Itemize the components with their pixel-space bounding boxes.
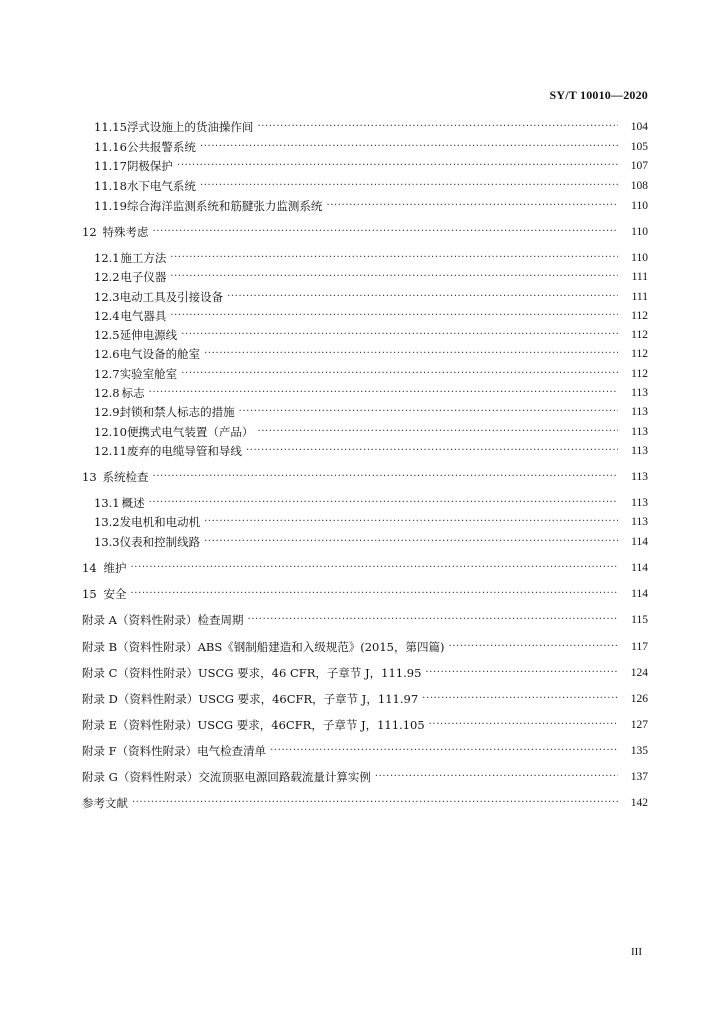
toc-entry-title: 便携式电气装置（产品） (126, 425, 254, 439)
toc-entry-number: 11.17 (94, 159, 127, 173)
toc-entry[interactable] (0, 533, 724, 551)
toc-entry-title: 公共报警系统 (126, 140, 196, 154)
toc-entry-page: 113 (631, 516, 648, 528)
dot-leader (170, 307, 618, 325)
toc-entry-number: 11.16 (94, 140, 127, 154)
toc-chapter-entry[interactable] (0, 468, 724, 486)
toc-entry-page: 111 (631, 291, 648, 303)
toc-entry-number: 12.8 (94, 386, 120, 400)
toc-entry-number: 11.15 (94, 120, 127, 134)
page-number: III (631, 946, 642, 958)
dot-leader (177, 157, 618, 175)
toc-entry[interactable] (0, 365, 724, 383)
toc-entry-title: 延伸电源线 (119, 328, 178, 342)
toc-entry-title: 附录 C（资料性附录）USCG 要求，46 CFR，子章节 J，111.95 (82, 666, 422, 680)
toc-entry-page: 124 (630, 667, 648, 679)
dot-leader (204, 513, 618, 531)
toc-entry-number: 12.2 (94, 270, 120, 284)
toc-entry-page: 108 (630, 180, 648, 192)
dot-leader (170, 249, 618, 267)
dot-leader (131, 585, 619, 603)
dot-leader (246, 442, 618, 460)
toc-entry-number: 14 (82, 561, 97, 575)
toc-entry[interactable] (0, 513, 724, 531)
toc-entry-page: 114 (631, 536, 648, 548)
toc-entry-title: 电子仪器 (120, 270, 167, 284)
toc-entry-title: 特殊考虑 (102, 225, 149, 239)
toc-entry[interactable] (0, 268, 724, 286)
toc-entry-title: 系统检查 (102, 470, 149, 484)
toc-entry-title: 维护 (103, 561, 127, 575)
dot-leader (326, 197, 618, 215)
toc-entry[interactable] (0, 403, 724, 421)
toc-entry-number: 12.9 (94, 405, 120, 419)
toc-entry-page: 105 (630, 141, 648, 153)
toc-entry-number: 13.1 (94, 496, 120, 510)
dot-leader (239, 403, 618, 421)
toc-entry-page: 117 (631, 641, 648, 653)
toc-entry[interactable] (0, 249, 724, 267)
toc-entry-title: 附录 B（资料性附录）ABS《钢制船建造和入级规范》(2015，第四篇) (82, 640, 445, 654)
dot-leader (181, 365, 618, 383)
dot-leader (181, 326, 618, 344)
toc-entry-page: 113 (631, 406, 648, 418)
dot-leader (425, 664, 618, 682)
toc-entry-page: 142 (630, 797, 648, 809)
toc-entry-number: 12.4 (94, 309, 120, 323)
toc-entry-page: 137 (630, 771, 648, 783)
dot-leader (132, 794, 618, 812)
dot-leader (149, 384, 618, 402)
toc-entry-page: 114 (631, 562, 648, 574)
toc-entry-title: 安全 (103, 587, 127, 601)
dot-leader (153, 468, 618, 486)
dot-leader (200, 138, 618, 156)
toc-entry-page: 111 (631, 271, 648, 283)
toc-entry-page: 110 (631, 200, 648, 212)
toc-entry[interactable] (0, 494, 724, 512)
toc-chapter-entry[interactable] (0, 559, 724, 577)
dot-leader (247, 611, 618, 629)
toc-entry-page: 113 (631, 387, 648, 399)
toc-entry-title: 附录 F（资料性附录）电气检查清单 (82, 744, 267, 758)
toc-entry-number: 12.11 (94, 444, 127, 458)
toc-entry-title: 附录 G（资料性附录）交流顶驱电源回路载流量计算实例 (82, 770, 371, 784)
dot-leader (227, 288, 618, 306)
toc-entry[interactable] (0, 138, 724, 156)
toc-entry[interactable] (0, 423, 724, 441)
toc-entry-title: 电气器具 (120, 309, 167, 323)
toc-entry-number: 11.18 (94, 179, 127, 193)
dot-leader (429, 716, 618, 734)
toc-entry-title: 附录 D（资料性附录）USCG 要求，46CFR，子章节 J，111.97 (82, 692, 419, 706)
dot-leader (375, 768, 618, 786)
toc-entry-page: 115 (631, 614, 648, 626)
toc-appendix-entry[interactable] (0, 664, 724, 682)
toc-entry-title: 综合海洋监测系统和筋腱张力监测系统 (126, 199, 323, 213)
toc-entry-title: 施工方法 (120, 251, 167, 265)
toc-entry-page: 110 (631, 252, 648, 264)
toc-entry-number: 12.10 (94, 425, 127, 439)
toc-entry-page: 135 (630, 745, 648, 757)
toc-entry-title: 仪表和控制线路 (119, 535, 201, 549)
toc-entry-title: 实验室舱室 (119, 367, 178, 381)
toc-entry-title: 电动工具及引接设备 (119, 290, 224, 304)
dot-leader (200, 177, 618, 195)
toc-entry[interactable] (0, 384, 724, 402)
toc-entry-title: 废弃的电缆导管和导线 (126, 444, 242, 458)
toc-entry[interactable] (0, 288, 724, 306)
toc-entry-page: 114 (631, 588, 648, 600)
toc-entry-title: 电气设备的舱室 (119, 347, 201, 361)
toc-appendix-entry[interactable] (0, 611, 724, 629)
toc-entry-number: 12 (82, 225, 97, 239)
dot-leader (270, 742, 618, 760)
toc-entry-number: 13.2 (94, 515, 120, 529)
dot-leader (170, 268, 618, 286)
toc-appendix-entry[interactable] (0, 638, 724, 656)
toc-entry-page: 110 (631, 226, 648, 238)
dot-leader (422, 690, 618, 708)
toc-entry-title: 封锁和禁人标志的措施 (119, 405, 235, 419)
toc-entry[interactable] (0, 442, 724, 460)
toc-entry-number: 13 (82, 470, 97, 484)
toc-references-entry[interactable] (0, 794, 724, 812)
dot-leader (131, 559, 619, 577)
dot-leader (149, 494, 618, 512)
toc-entry-page: 112 (631, 310, 648, 322)
dot-leader (257, 423, 618, 441)
dot-leader (204, 533, 618, 551)
toc-appendix-entry[interactable] (0, 690, 724, 708)
toc-entry-title: 附录 E（资料性附录）USCG 要求，46CFR，子章节 J，111.105 (82, 718, 425, 732)
toc-entry-number: 12.7 (94, 367, 120, 381)
toc-entry-title: 发电机和电动机 (119, 515, 201, 529)
toc-entry-title: 概述 (121, 496, 145, 510)
toc-entry-title: 水下电气系统 (126, 179, 196, 193)
toc-entry-number: 13.3 (94, 535, 120, 549)
toc-entry-title: 浮式设施上的货油操作间 (126, 120, 254, 134)
toc-entry-page: 112 (631, 368, 648, 380)
toc-entry-page: 104 (630, 121, 648, 133)
toc-entry[interactable] (0, 177, 724, 195)
toc-entry-number: 12.6 (94, 347, 120, 361)
toc-entry[interactable] (0, 197, 724, 215)
toc-chapter-entry[interactable] (0, 223, 724, 241)
toc-entry-page: 113 (631, 445, 648, 457)
dot-leader (153, 223, 618, 241)
toc-entry-page: 112 (631, 348, 648, 360)
toc-appendix-entry[interactable] (0, 716, 724, 734)
toc-appendix-entry[interactable] (0, 768, 724, 786)
toc-entry-page: 113 (631, 497, 648, 509)
toc-entry-page: 107 (630, 160, 648, 172)
toc-chapter-entry[interactable] (0, 585, 724, 603)
toc-entry-number: 12.5 (94, 328, 120, 342)
dot-leader (257, 118, 618, 136)
toc-entry[interactable] (0, 118, 724, 136)
toc-entry-title: 参考文献 (82, 796, 128, 810)
document-code: SY/T 10010—2020 (549, 88, 648, 102)
toc-entry-title: 阴极保护 (126, 159, 173, 173)
toc-entry[interactable] (0, 326, 724, 344)
toc-appendix-entry[interactable] (0, 742, 724, 760)
dot-leader (448, 638, 618, 656)
toc-entry[interactable] (0, 345, 724, 363)
toc-entry-title: 附录 A（资料性附录）检查周期 (82, 613, 244, 627)
toc-entry-number: 15 (82, 587, 97, 601)
toc-entry-number: 11.19 (94, 199, 127, 213)
toc-entry[interactable] (0, 157, 724, 175)
toc-entry-page: 127 (630, 719, 648, 731)
toc-entry-page: 126 (630, 693, 648, 705)
toc-entry-page: 112 (631, 329, 648, 341)
toc-entry-number: 12.1 (94, 251, 120, 265)
toc-entry[interactable] (0, 307, 724, 325)
dot-leader (204, 345, 618, 363)
toc-entry-title: 标志 (121, 386, 145, 400)
toc-entry-page: 113 (631, 471, 648, 483)
toc-entry-number: 12.3 (94, 290, 120, 304)
toc-entry-page: 113 (631, 426, 648, 438)
